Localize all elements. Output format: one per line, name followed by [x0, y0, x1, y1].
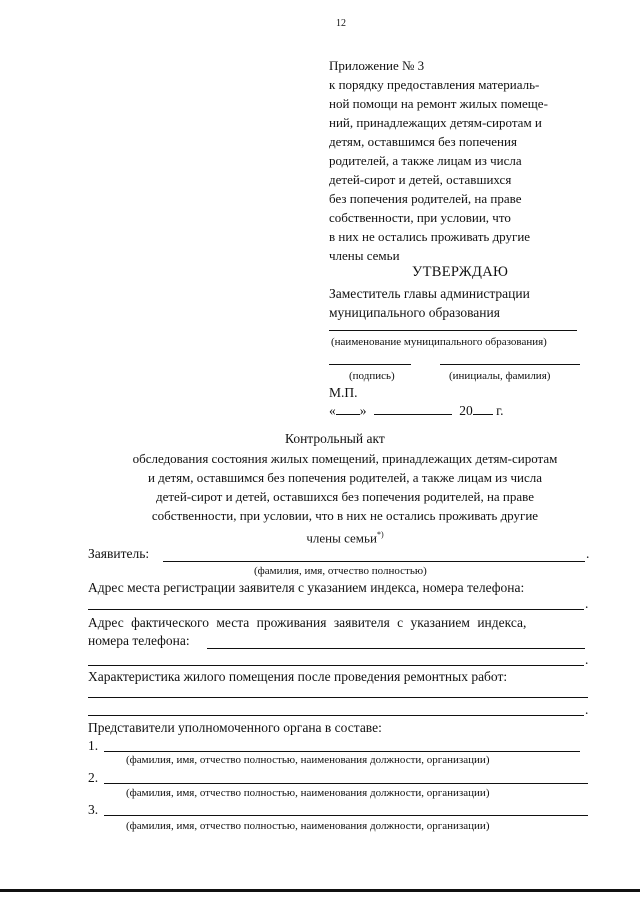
premises-label: Характеристика жилого помещения после проведения ремонтных работ:: [88, 669, 508, 684]
approval-position-line2: муниципального образования: [329, 305, 500, 320]
appendix-block: [329, 56, 619, 265]
applicant-caption: (фамилия, имя, отчество полностью): [254, 565, 427, 577]
approval-position-line1: Заместитель главы администрации: [329, 286, 530, 301]
appendix-line: родителей, а также лицам из числа: [329, 153, 522, 168]
registration-period: .: [585, 596, 589, 611]
appendix-line: детям, оставшимся без попечения: [329, 134, 517, 149]
page-bottom-border: [0, 889, 640, 892]
representative-caption-1: (фамилия, имя, отчество полностью, наименования должности, организации): [126, 754, 490, 766]
appendix-line: без попечения родителей, на праве: [329, 191, 522, 206]
act-subtitle-last: члены семьи: [306, 530, 377, 546]
act-subtitle-line: собственности, при условии, что в них не остались проживать другие: [151, 508, 539, 523]
actual-address-period: .: [585, 652, 589, 667]
appendix-line: члены семьи: [329, 248, 400, 263]
date-close-quote: »: [359, 403, 367, 418]
act-subtitle-line: обследования состояния жилых помещений, принадлежащих детям-сиротам: [132, 451, 558, 466]
representative-line-2: [104, 783, 588, 784]
signature-caption: (подпись): [349, 370, 395, 382]
appendix-line: ной помощи на ремонт жилых помеще-: [329, 96, 548, 111]
applicant-period: .: [586, 546, 590, 561]
appendix-line: в них не остались проживать другие: [329, 229, 531, 244]
act-subtitle-line: и детям, оставшимся без попечения родителей, а также лицам из числа: [147, 470, 543, 485]
applicant-label: Заявитель:: [88, 546, 150, 561]
representative-number-1: 1.: [88, 738, 99, 753]
actual-address-label-line1: Адрес фактического места проживания заявителя с указанием индекса,: [88, 615, 527, 630]
registration-address-line: [88, 609, 584, 610]
footnote-mark: *): [376, 530, 384, 539]
actual-address-line2: [88, 665, 584, 666]
appendix-line: детей-сирот и детей, оставшихся: [329, 172, 512, 187]
date-open-quote: «: [329, 403, 336, 418]
representative-caption-3: (фамилия, имя, отчество полностью, наименования должности, организации): [126, 820, 490, 832]
representatives-label: Представители уполномоченного органа в составе:: [88, 720, 382, 735]
registration-address-label: Адрес места регистрации заявителя с указанием индекса, номера телефона:: [88, 580, 525, 595]
appendix-line: к порядку предоставления материаль-: [329, 77, 540, 92]
act-title: Контрольный акт: [285, 431, 385, 446]
actual-address-line1: [207, 648, 585, 649]
date-year-suffix: г.: [496, 403, 504, 418]
date-day-blank: [336, 414, 360, 415]
premises-period: .: [585, 702, 589, 717]
seal-mark: М.П.: [329, 385, 358, 400]
representative-line-1: [104, 751, 580, 752]
appendix-line: собственности, при условии, что: [329, 210, 511, 225]
act-subtitle-line: [60, 525, 630, 547]
act-subtitle-line: детей-сирот и детей, оставшихся без попечения родителей, на праве: [155, 489, 534, 504]
actual-address-label-line2: номера телефона:: [88, 633, 190, 648]
municipality-line: [329, 330, 577, 331]
representative-caption-2: (фамилия, имя, отчество полностью, наименования должности, организации): [126, 787, 490, 799]
date-year-prefix: 20: [459, 403, 473, 418]
date-month-blank: [374, 414, 452, 415]
appendix-title: Приложение № 3: [329, 58, 425, 73]
representative-number-2: 2.: [88, 770, 99, 785]
initials-caption: (инициалы, фамилия): [449, 370, 551, 382]
approval-date: [329, 403, 504, 419]
premises-line2: [88, 715, 584, 716]
applicant-line: [163, 561, 585, 562]
page-number: 12: [336, 18, 346, 29]
representative-line-3: [104, 815, 588, 816]
act-subtitle: [60, 449, 630, 547]
municipality-caption: (наименование муниципального образования): [331, 336, 547, 348]
signature-line: [329, 364, 411, 365]
representative-number-3: 3.: [88, 802, 99, 817]
premises-line1: [88, 697, 588, 698]
initials-line: [440, 364, 580, 365]
approval-heading: УТВЕРЖДАЮ: [412, 264, 509, 280]
appendix-line: ний, принадлежащих детям-сиротам и: [329, 115, 542, 130]
date-year-blank: [473, 414, 493, 415]
